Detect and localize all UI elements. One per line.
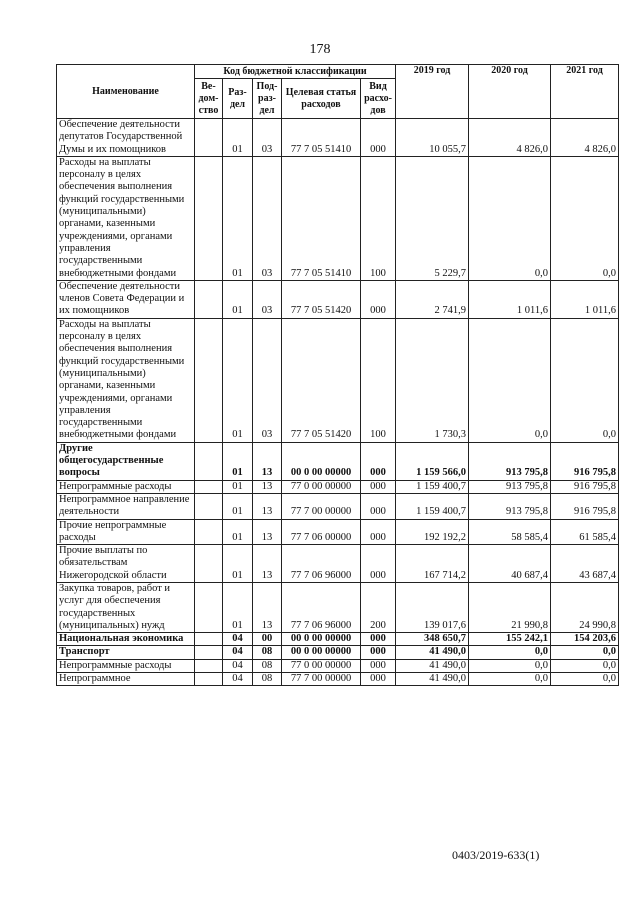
row-value-2019: 192 192,2 — [396, 519, 469, 545]
row-vid: 200 — [361, 582, 396, 632]
header-celevaya: Целевая статья расходов — [282, 79, 361, 119]
row-vid: 000 — [361, 633, 396, 646]
row-vid: 000 — [361, 280, 396, 318]
row-celevaya: 77 7 06 00000 — [282, 519, 361, 545]
row-value-2020: 1 011,6 — [469, 280, 551, 318]
row-podrazdel: 08 — [253, 673, 282, 686]
row-celevaya: 77 7 00 00000 — [282, 673, 361, 686]
row-value-2020: 0,0 — [469, 659, 551, 672]
row-vedomstvo — [195, 119, 223, 157]
row-name: Непрограммные расходы — [57, 480, 195, 493]
row-vedomstvo — [195, 646, 223, 659]
row-celevaya: 77 7 06 96000 — [282, 545, 361, 583]
row-value-2019: 41 490,0 — [396, 659, 469, 672]
row-vid: 100 — [361, 318, 396, 442]
row-vedomstvo — [195, 493, 223, 519]
row-celevaya: 77 0 00 00000 — [282, 659, 361, 672]
row-value-2020: 40 687,4 — [469, 545, 551, 583]
row-vid: 000 — [361, 545, 396, 583]
row-value-2021: 0,0 — [551, 646, 619, 659]
table-row — [57, 156, 619, 280]
row-vid: 100 — [361, 156, 396, 280]
row-podrazdel: 08 — [253, 659, 282, 672]
row-podrazdel: 08 — [253, 646, 282, 659]
row-celevaya: 77 7 00 00000 — [282, 493, 361, 519]
row-podrazdel: 13 — [253, 442, 282, 480]
row-value-2019: 139 017,6 — [396, 582, 469, 632]
row-value-2021: 0,0 — [551, 673, 619, 686]
row-podrazdel: 13 — [253, 545, 282, 583]
header-razdel: Раз-дел — [223, 79, 253, 119]
row-value-2021: 1 011,6 — [551, 280, 619, 318]
header-vedomstvo: Ве-дом-ство — [195, 79, 223, 119]
row-value-2019: 10 055,7 — [396, 119, 469, 157]
header-vid: Вид расхо-дов — [361, 79, 396, 119]
table-row — [57, 280, 619, 318]
row-razdel: 01 — [223, 119, 253, 157]
row-value-2019: 167 714,2 — [396, 545, 469, 583]
table-row — [57, 545, 619, 583]
row-value-2019: 5 229,7 — [396, 156, 469, 280]
row-razdel: 01 — [223, 442, 253, 480]
row-value-2020: 913 795,8 — [469, 493, 551, 519]
row-name: Прочие непрограммные расходы — [57, 519, 195, 545]
row-value-2021: 43 687,4 — [551, 545, 619, 583]
row-podrazdel: 13 — [253, 582, 282, 632]
row-vid: 000 — [361, 493, 396, 519]
row-razdel: 04 — [223, 673, 253, 686]
row-name: Расходы на выплаты персоналу в целях обеспечения выполнения функций государственными (муниципальными) органами, казенными учреждениями, органами управления государственными внебюджетными фондами — [57, 156, 195, 280]
row-value-2021: 916 795,8 — [551, 493, 619, 519]
row-value-2019: 41 490,0 — [396, 673, 469, 686]
row-vedomstvo — [195, 480, 223, 493]
row-value-2019: 1 730,3 — [396, 318, 469, 442]
row-celevaya: 77 7 05 51410 — [282, 119, 361, 157]
row-vedomstvo — [195, 659, 223, 672]
header-code-group: Код бюджетной классификации — [195, 65, 396, 79]
row-razdel: 01 — [223, 480, 253, 493]
row-value-2020: 58 585,4 — [469, 519, 551, 545]
table-row — [57, 646, 619, 659]
row-razdel: 01 — [223, 545, 253, 583]
row-vedomstvo — [195, 545, 223, 583]
row-vid: 000 — [361, 673, 396, 686]
row-value-2021: 24 990,8 — [551, 582, 619, 632]
row-razdel: 01 — [223, 318, 253, 442]
row-value-2019: 1 159 566,0 — [396, 442, 469, 480]
row-celevaya: 00 0 00 00000 — [282, 442, 361, 480]
row-value-2020: 0,0 — [469, 673, 551, 686]
header-name: Наименование — [57, 65, 195, 119]
row-celevaya: 00 0 00 00000 — [282, 633, 361, 646]
row-value-2021: 0,0 — [551, 156, 619, 280]
row-value-2021: 0,0 — [551, 318, 619, 442]
header-2019: 2019 год — [396, 65, 469, 119]
row-value-2020: 0,0 — [469, 156, 551, 280]
row-celevaya: 77 7 06 96000 — [282, 582, 361, 632]
table-body — [57, 119, 619, 686]
table-row — [57, 119, 619, 157]
row-vedomstvo — [195, 442, 223, 480]
row-celevaya: 77 7 05 51420 — [282, 280, 361, 318]
table-row — [57, 582, 619, 632]
row-vid: 000 — [361, 659, 396, 672]
row-vedomstvo — [195, 582, 223, 632]
table-row — [57, 493, 619, 519]
row-vid: 000 — [361, 646, 396, 659]
row-value-2021: 4 826,0 — [551, 119, 619, 157]
row-name: Расходы на выплаты персоналу в целях обеспечения выполнения функций государственными (муниципальными) органами, казенными учреждениями, органами управления государственными внебюджетными фондами — [57, 318, 195, 442]
row-podrazdel: 00 — [253, 633, 282, 646]
row-celevaya: 77 0 00 00000 — [282, 480, 361, 493]
row-vid: 000 — [361, 480, 396, 493]
header-podrazdel: Под-раз-дел — [253, 79, 282, 119]
row-podrazdel: 13 — [253, 493, 282, 519]
row-value-2019: 1 159 400,7 — [396, 480, 469, 493]
row-name: Непрограммное — [57, 673, 195, 686]
row-razdel: 01 — [223, 582, 253, 632]
table-row — [57, 673, 619, 686]
row-razdel: 01 — [223, 156, 253, 280]
row-podrazdel: 13 — [253, 480, 282, 493]
row-podrazdel: 03 — [253, 318, 282, 442]
row-vedomstvo — [195, 318, 223, 442]
row-value-2020: 0,0 — [469, 646, 551, 659]
row-razdel: 04 — [223, 646, 253, 659]
table-row — [57, 442, 619, 480]
row-vid: 000 — [361, 119, 396, 157]
row-value-2021: 916 795,8 — [551, 442, 619, 480]
row-vedomstvo — [195, 280, 223, 318]
row-value-2020: 913 795,8 — [469, 480, 551, 493]
row-name: Прочие выплаты по обязательствам Нижегородской области — [57, 545, 195, 583]
row-value-2020: 21 990,8 — [469, 582, 551, 632]
row-value-2020: 0,0 — [469, 318, 551, 442]
row-name: Национальная экономика — [57, 633, 195, 646]
row-value-2019: 348 650,7 — [396, 633, 469, 646]
row-value-2019: 1 159 400,7 — [396, 493, 469, 519]
table-row — [57, 633, 619, 646]
header-2021: 2021 год — [551, 65, 619, 119]
row-value-2019: 2 741,9 — [396, 280, 469, 318]
row-value-2019: 41 490,0 — [396, 646, 469, 659]
row-name: Обеспечение деятельности членов Совета Федерации и их помощников — [57, 280, 195, 318]
row-value-2020: 913 795,8 — [469, 442, 551, 480]
row-name: Закупка товаров, работ и услуг для обеспечения государственных (муниципальных) нужд — [57, 582, 195, 632]
row-razdel: 04 — [223, 659, 253, 672]
page-number: 178 — [309, 42, 331, 57]
row-vid: 000 — [361, 442, 396, 480]
row-podrazdel: 13 — [253, 519, 282, 545]
row-name: Транспорт — [57, 646, 195, 659]
row-name: Непрограммное направление деятельности — [57, 493, 195, 519]
row-celevaya: 00 0 00 00000 — [282, 646, 361, 659]
row-name: Обеспечение деятельности депутатов Государственной Думы и их помощников — [57, 119, 195, 157]
row-razdel: 04 — [223, 633, 253, 646]
row-value-2020: 155 242,1 — [469, 633, 551, 646]
row-value-2021: 61 585,4 — [551, 519, 619, 545]
footer-code: 0403/2019-633(1) — [452, 848, 540, 862]
table-row — [57, 659, 619, 672]
row-podrazdel: 03 — [253, 156, 282, 280]
row-name: Непрограммные расходы — [57, 659, 195, 672]
row-value-2021: 154 203,6 — [551, 633, 619, 646]
table-row — [57, 480, 619, 493]
row-value-2021: 916 795,8 — [551, 480, 619, 493]
row-podrazdel: 03 — [253, 119, 282, 157]
table-row — [57, 519, 619, 545]
row-vedomstvo — [195, 519, 223, 545]
row-celevaya: 77 7 05 51410 — [282, 156, 361, 280]
row-vid: 000 — [361, 519, 396, 545]
row-razdel: 01 — [223, 280, 253, 318]
row-razdel: 01 — [223, 519, 253, 545]
row-vedomstvo — [195, 156, 223, 280]
row-value-2021: 0,0 — [551, 659, 619, 672]
budget-table — [56, 64, 619, 686]
table-row — [57, 318, 619, 442]
row-value-2020: 4 826,0 — [469, 119, 551, 157]
header-2020: 2020 год — [469, 65, 551, 119]
row-celevaya: 77 7 05 51420 — [282, 318, 361, 442]
row-vedomstvo — [195, 673, 223, 686]
row-podrazdel: 03 — [253, 280, 282, 318]
row-razdel: 01 — [223, 493, 253, 519]
row-vedomstvo — [195, 633, 223, 646]
row-name: Другие общегосударственные вопросы — [57, 442, 195, 480]
